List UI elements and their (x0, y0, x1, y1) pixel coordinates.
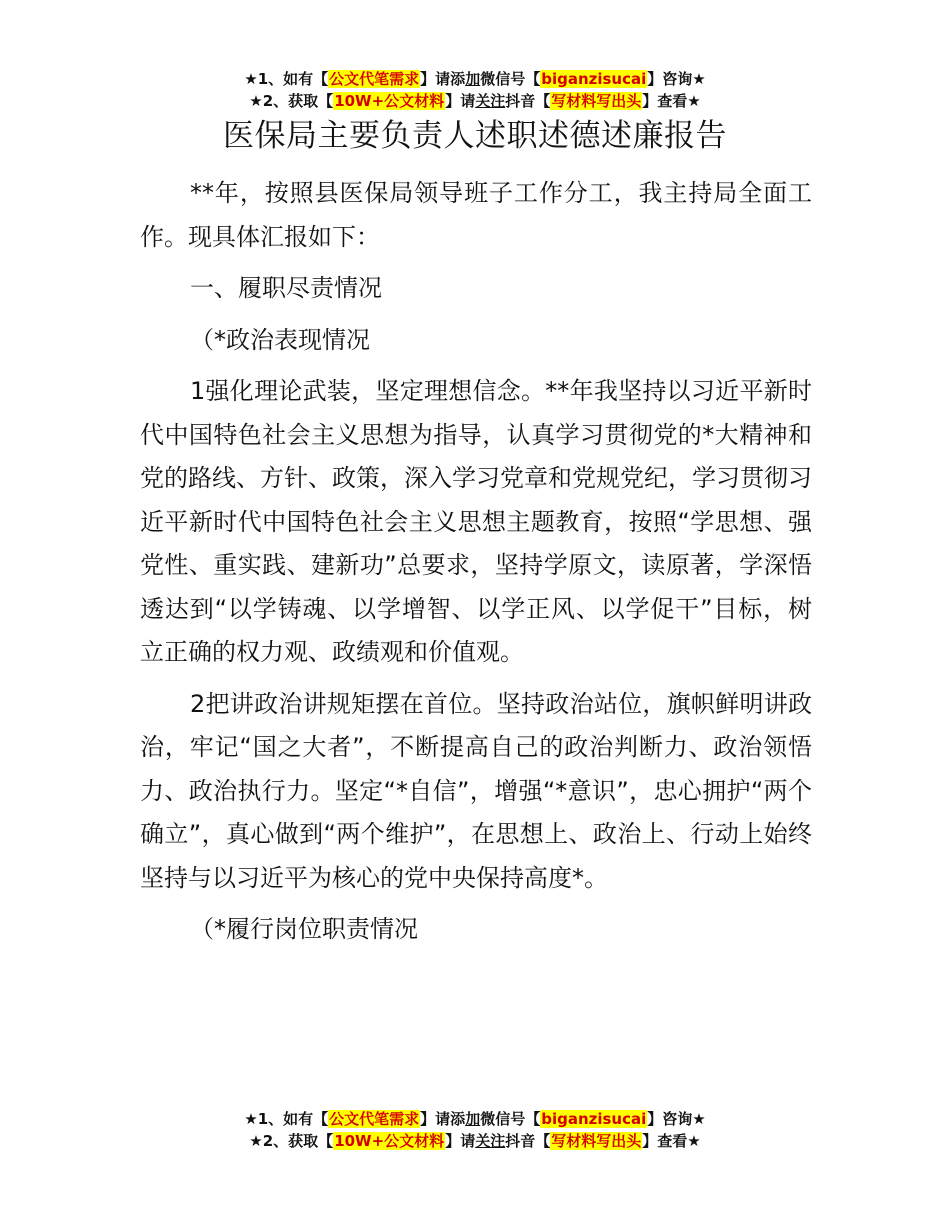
paragraph-intro: **年，按照县医保局领导班子工作分工，我主持局全面工作。现具体汇报如下： (140, 179, 812, 251)
paragraph-politics: 2把讲政治讲规矩摆在首位。坚持政治站位，旗帜鲜明讲政治，牢记“国之大者”，不断提高自己的政治判断力、政治领悟力、政治执行力。坚定“*自信”，增强“*意识”，忠心拥护“两个确立”，真心做到“两个维护”，在思想上、政治上、行动上始终坚持与以习近平为核心的党中央保持高度*。 (140, 689, 812, 892)
header-ad-line-2: ★2、获取【10W+公文材料】请关注抖音【写材料写出头】查看★ (249, 92, 701, 110)
document-body (140, 172, 812, 960)
section-heading-1: 一、履职尽责情况 (190, 274, 382, 302)
header-ad (0, 68, 950, 112)
highlight-douyin-id: 写材料写出头 (551, 92, 642, 110)
highlight-materials: 10W+公文材料 (334, 1132, 445, 1150)
highlight-service: 公文代笔需求 (329, 70, 420, 88)
highlight-douyin-id: 写材料写出头 (551, 1132, 642, 1150)
highlight-materials: 10W+公文材料 (334, 92, 445, 110)
footer-ad (0, 1108, 950, 1152)
footer-ad-line-1: ★1、如有【公文代笔需求】请添加微信号【biganzisucai】咨询★ (244, 1110, 706, 1128)
paragraph-theory: 1强化理论武装，坚定理想信念。**年我坚持以习近平新时代中国特色社会主义思想为指导，认真学习贯彻党的*大精神和党的路线、方针、政策，深入学习党章和党规党纪，学习贯彻习近平新时代中国特色社会主义思想主题教育，按照“学思想、强党性、重实践、建新功”总要求，坚持学原文，读原著，学深悟透达到“以学铸魂、以学增智、以学正风、以学促干”目标，树立正确的权力观、政绩观和价值观。 (140, 377, 812, 666)
header-ad-line-1: ★1、如有【公文代笔需求】请添加微信号【biganzisucai】咨询★ (244, 70, 706, 88)
subsection-heading-political: （*政治表现情况 (190, 325, 370, 354)
highlight-wechat-id: biganzisucai (541, 1110, 647, 1128)
document-title: 医保局主要负责人述职述德述廉报告 (223, 118, 727, 154)
subsection-heading-duties: （*履行岗位职责情况 (190, 915, 418, 943)
footer-ad-line-2: ★2、获取【10W+公文材料】请关注抖音【写材料写出头】查看★ (249, 1132, 701, 1150)
highlight-service: 公文代笔需求 (329, 1110, 420, 1128)
highlight-wechat-id: biganzisucai (541, 70, 647, 88)
